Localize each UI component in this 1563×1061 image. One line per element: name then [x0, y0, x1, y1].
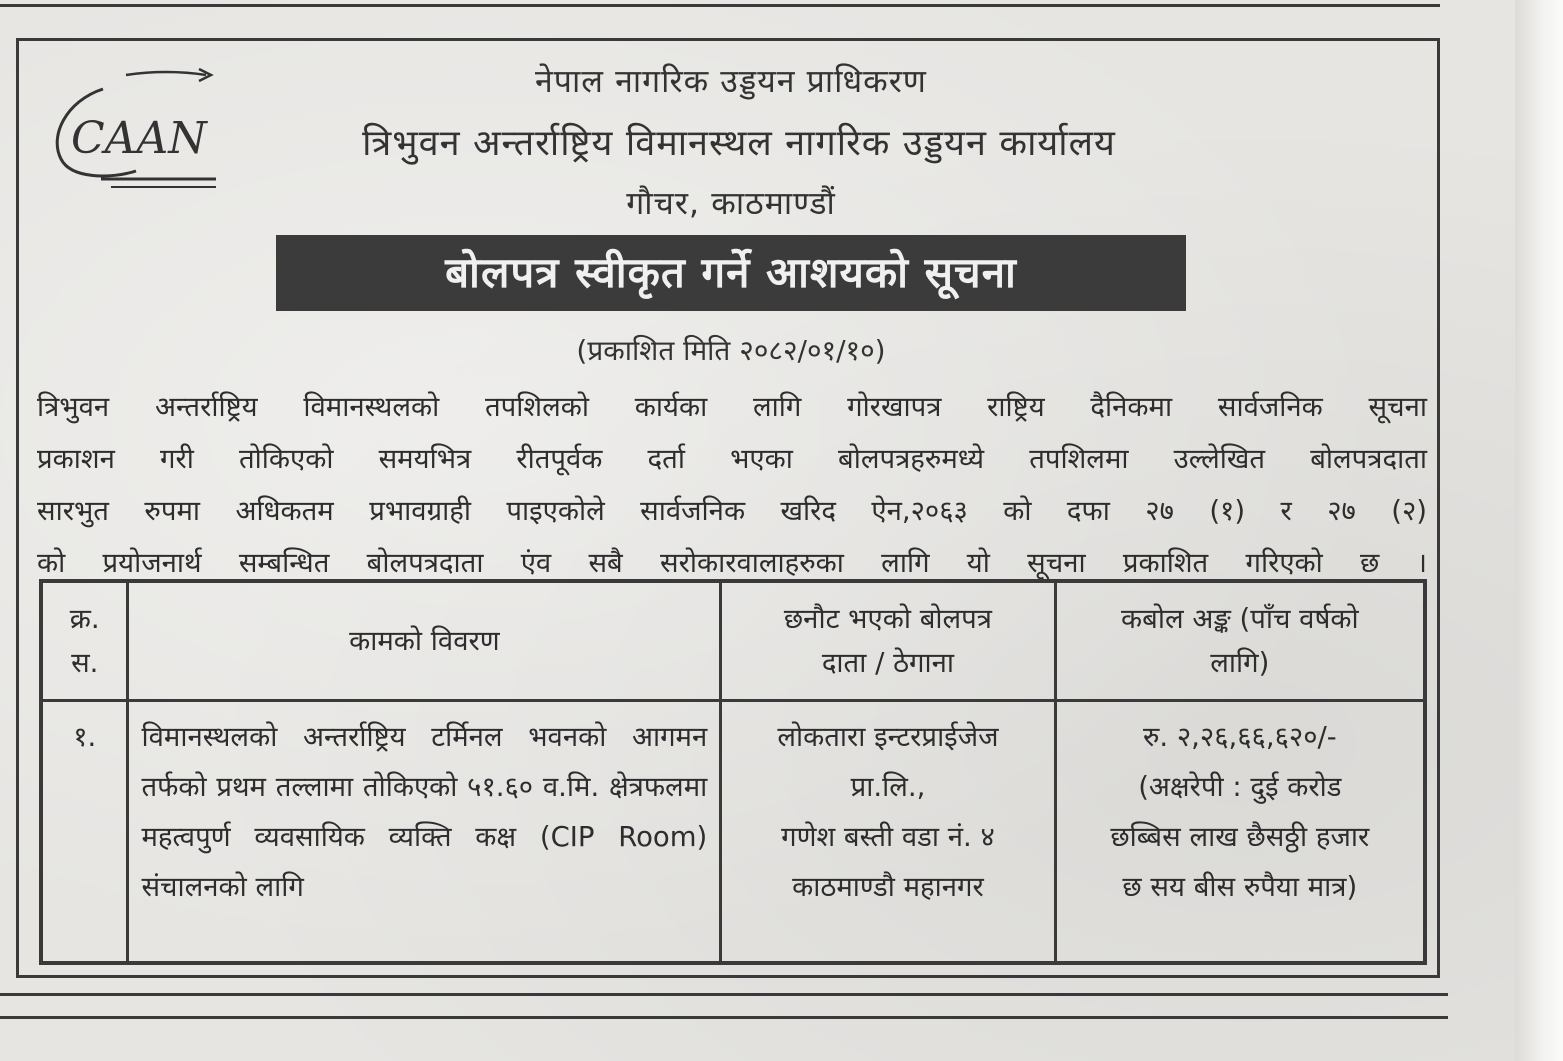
- cell-amount: [1055, 701, 1425, 963]
- bidder-name: लोकतारा इन्टरप्राईजेज: [777, 721, 999, 753]
- header-bidder-line1: छनौट भएको बोलपत्र: [783, 603, 992, 635]
- header-amount-line2: लागि): [1210, 647, 1270, 679]
- notice-body: [37, 381, 1427, 589]
- header-serial-line2: स.: [71, 647, 99, 679]
- header-amount-line1: कबोल अङ्क (पाँच वर्षको: [1121, 603, 1359, 635]
- header-bidder-line2: दाता / ठेगाना: [821, 647, 955, 679]
- cell-serial: १.: [41, 701, 128, 963]
- paper-edge: [1515, 0, 1563, 1061]
- bottom-rule-2: [0, 1016, 1448, 1019]
- body-line: त्रिभुवन अन्तर्राष्ट्रिय विमानस्थलको तपशिलको कार्यका लागि गोरखापत्र राष्ट्रिय दैनिकमा सार्वजनिक सूचना: [37, 391, 1427, 423]
- header-serial-line1: क्र.: [69, 603, 100, 635]
- bidder-type: प्रा.लि.,: [850, 771, 926, 803]
- office-name: त्रिभुवन अन्तर्राष्ट्रिय विमानस्थल नागरिक उड्डयन कार्यालय: [362, 123, 1116, 164]
- amount-words-1: (अक्षरेपी : दुई करोड: [1138, 771, 1342, 803]
- header-serial: [41, 581, 128, 701]
- amount-words-3: छ सय बीस रुपैया मात्र): [1122, 871, 1358, 903]
- bidder-address: गणेश बस्ती वडा नं. ४: [781, 821, 995, 853]
- notice-title: बोलपत्र स्वीकृत गर्ने आशयको सूचना: [276, 235, 1186, 311]
- body-line: को प्रयोजनार्थ सम्बन्धित बोलपत्रदाता एंव सबै सरोकारवालाहरुका लागि यो सूचना प्रकाशित गरिएको छ ।: [37, 547, 1427, 579]
- cell-description: विमानस्थलको अन्तर्राष्ट्रिय टर्मिनल भवनको आगमन तर्फको प्रथम तल्लामा तोकिएको ५१.६० व.मि. क्षेत्रफलमा महत्वपुर्ण व्यवसायिक व्यक्ति कक्ष (CIP Room) संचालनको लागि: [128, 701, 721, 963]
- table-header-row: [41, 581, 1425, 701]
- top-rule: [0, 4, 1440, 7]
- body-line: सारभुत रुपमा अधिकतम प्रभावग्राही पाइएकोले सार्वजनिक खरिद ऐन,२०६३ को दफा २७ (१) र २७ (२): [37, 495, 1427, 527]
- body-line: प्रकाशन गरी तोकिएको समयभित्र रीतपूर्वक दर्ता भएका बोलपत्रहरुमध्ये तपशिलमा उल्लेखित बोलपत्रदाता: [37, 443, 1427, 475]
- bottom-rule: [0, 993, 1448, 996]
- published-date: (प्रकाशित मिति २०८२/०१/१०): [576, 334, 886, 367]
- amount-figure: रु. २,२६,६६,६२०/-: [1142, 721, 1337, 753]
- office-location: गौचर, काठमाण्डौं: [626, 184, 836, 222]
- header-description: कामको विवरण: [128, 581, 721, 701]
- amount-words-2: छब्बिस लाख छैसठ्ठी हजार: [1110, 821, 1370, 853]
- logo-lettering: CAAN: [71, 113, 207, 164]
- cell-bidder: [721, 701, 1055, 963]
- header-bidder: [721, 581, 1055, 701]
- table-row: [41, 701, 1425, 963]
- tender-table: [39, 579, 1427, 965]
- notice-box: [16, 38, 1440, 978]
- bidder-city: काठमाण्डौ महानगर: [792, 871, 984, 903]
- header-amount: [1055, 581, 1425, 701]
- organization-name: नेपाल नागरिक उड्डयन प्राधिकरण: [535, 62, 927, 100]
